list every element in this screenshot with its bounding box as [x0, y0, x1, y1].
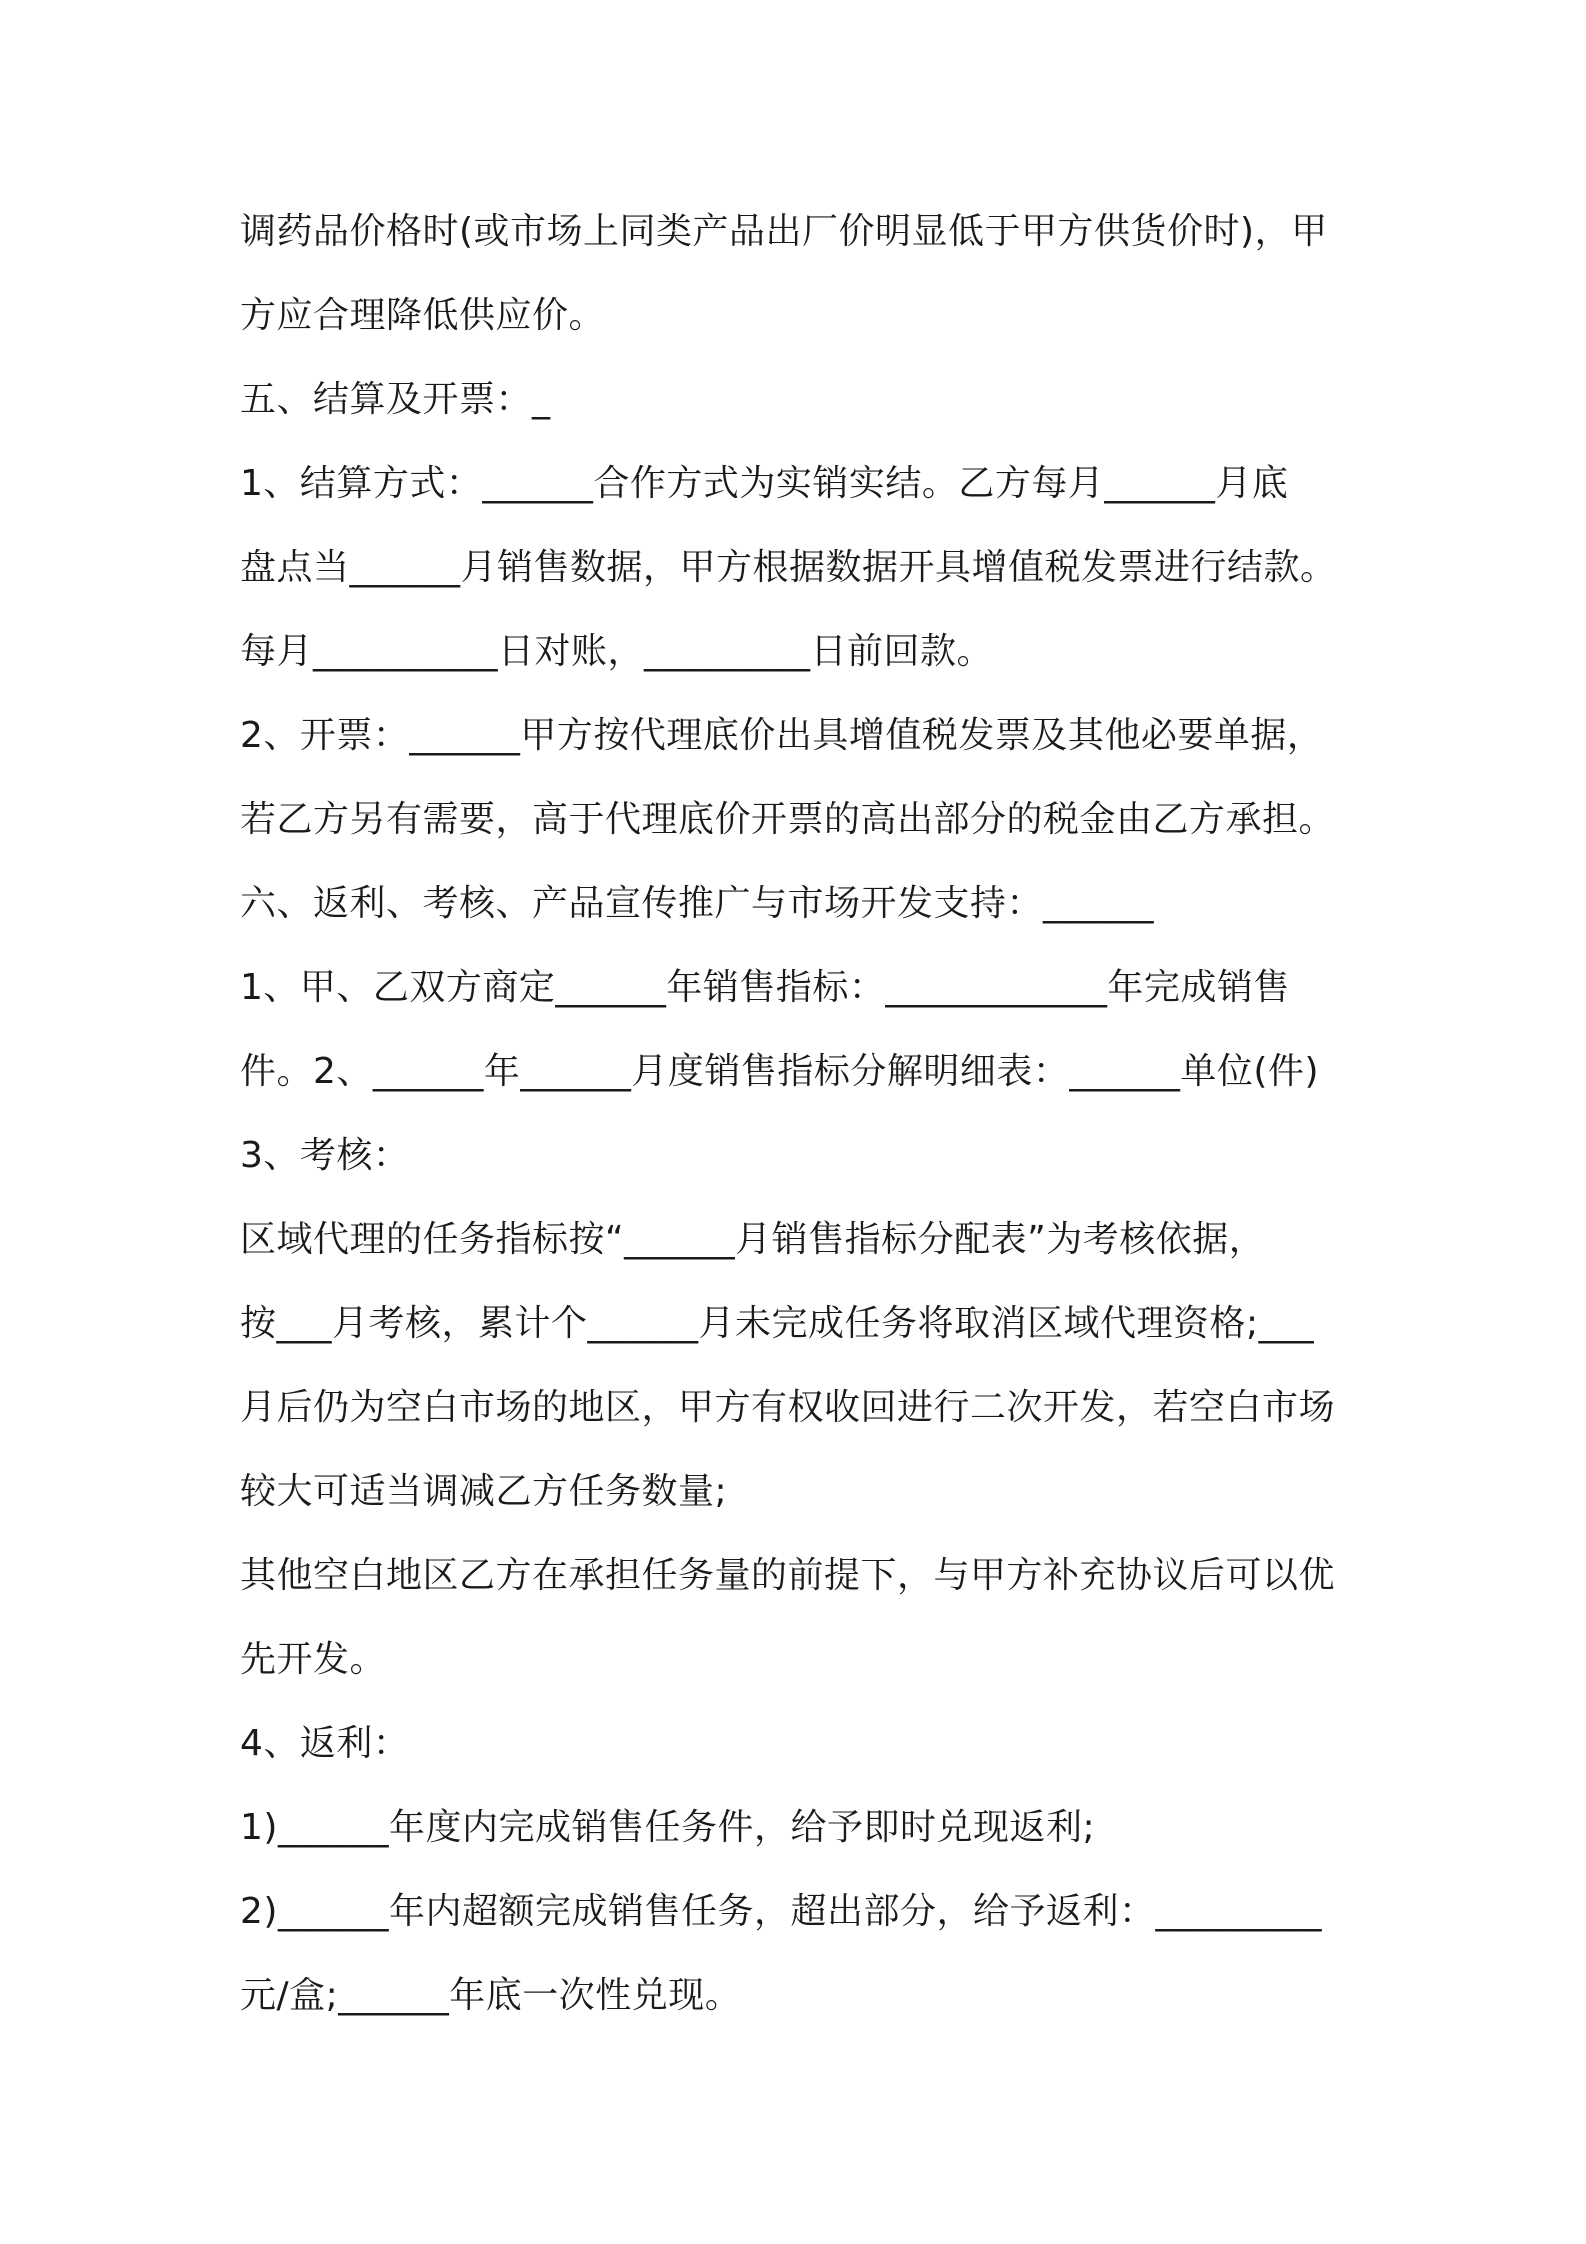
text-line: 区域代理的任务指标按“______月销售指标分配表”为考核依据，	[240, 1219, 1266, 1260]
text-line: 方应合理降低供应价。	[240, 295, 606, 336]
text-line: 先开发。	[240, 1639, 387, 1680]
text-line: 1、甲、乙双方商定______年销售指标：____________年完成销售	[240, 967, 1290, 1008]
text-line: 较大可适当调减乙方任务数量;	[240, 1471, 728, 1512]
document-body	[240, 190, 1350, 2038]
text-line: 2、开票：______甲方按代理底价出具增值税发票及其他必要单据，	[240, 715, 1324, 756]
text-line: 月后仍为空白市场的地区，甲方有权收回进行二次开发，若空白市场	[240, 1387, 1336, 1428]
text-line: 件。2、______年______月度销售指标分解明细表：______单位(件)	[240, 1051, 1319, 1092]
section-heading: 五、结算及开票：_	[240, 379, 551, 420]
subsection-heading: 3、考核：	[240, 1135, 410, 1176]
text-line: 1)______年度内完成销售任务件，给予即时兑现返利;	[240, 1807, 1096, 1848]
text-line: 1、结算方式：______合作方式为实销实结。乙方每月______月底	[240, 463, 1289, 504]
text-line: 若乙方另有需要，高于代理底价开票的高出部分的税金由乙方承担。	[240, 799, 1336, 840]
text-line: 2)______年内超额完成销售任务，超出部分，给予返利：_________	[240, 1891, 1322, 1932]
text-line: 调药品价格时(或市场上同类产品出厂价明显低于甲方供货价时)，甲	[240, 211, 1328, 252]
text-line: 按___月考核，累计个______月未完成任务将取消区域代理资格;___	[240, 1303, 1315, 1344]
text-line: 每月__________日对账，_________日前回款。	[240, 631, 994, 672]
text-line: 盘点当______月销售数据，甲方根据数据开具增值税发票进行结款。	[240, 547, 1337, 588]
text-line: 元/盒;______年底一次性兑现。	[240, 1975, 742, 2016]
text-line: 其他空白地区乙方在承担任务量的前提下，与甲方补充协议后可以优	[240, 1555, 1336, 1596]
subsection-heading: 4、返利：	[240, 1723, 410, 1764]
section-heading: 六、返利、考核、产品宣传推广与市场开发支持：______	[240, 883, 1155, 924]
